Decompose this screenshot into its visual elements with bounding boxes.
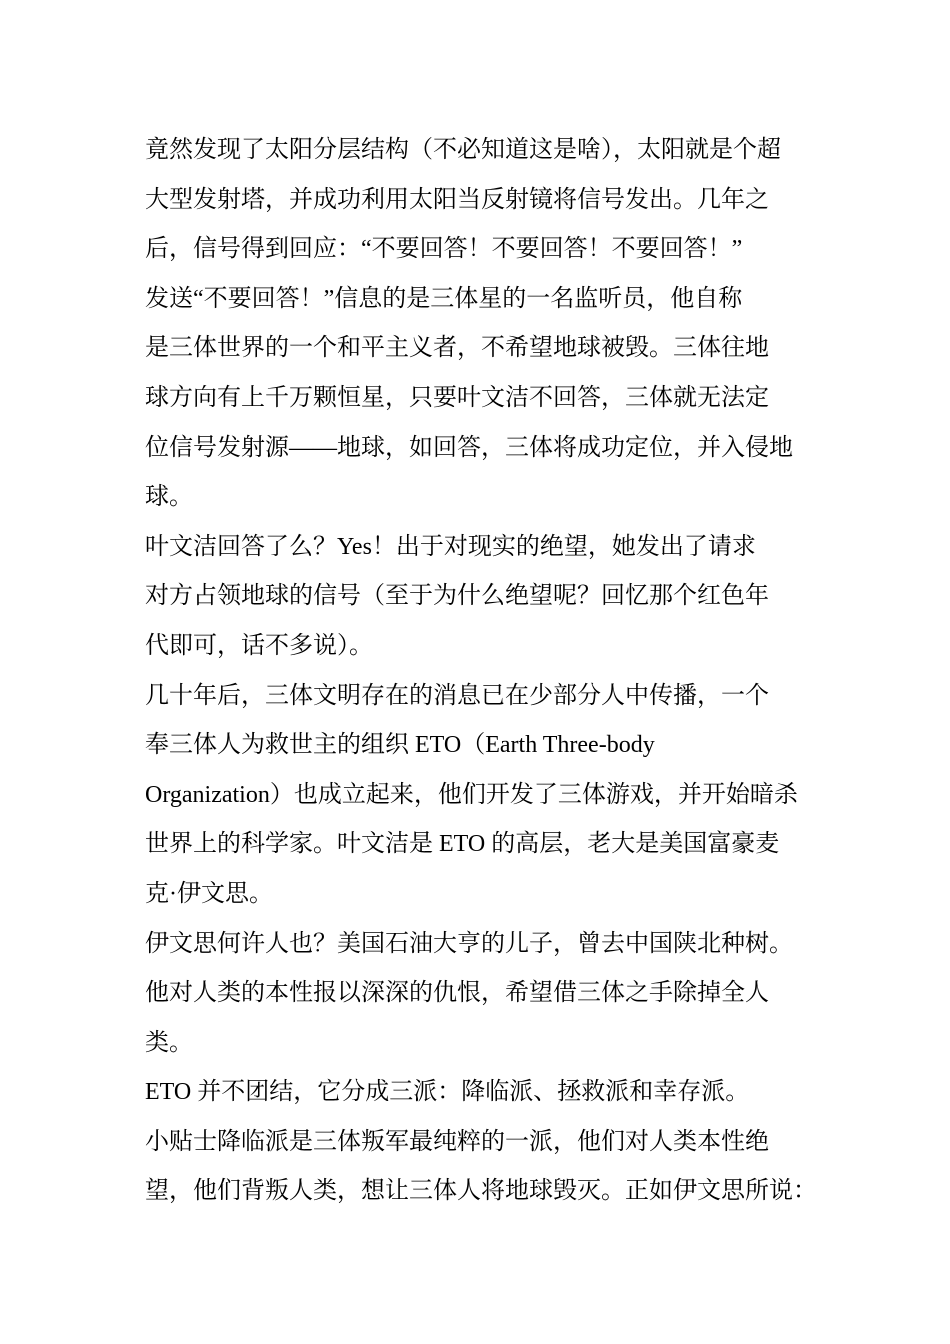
- text-line-13: 奉三体人为救世主的组织 ETO（Earth Three-body: [145, 732, 655, 759]
- text-line-21: 小贴士降临派是三体叛军最纯粹的一派，他们对人类本性绝: [145, 1128, 769, 1155]
- text-line-8: 球。: [145, 484, 193, 511]
- text-line-17: 伊文思何许人也？美国石油大亨的儿子，曾去中国陕北种树。: [145, 930, 793, 957]
- text-line-2: 大型发射塔，并成功利用太阳当反射镜将信号发出。几年之: [145, 186, 769, 213]
- text-line-15: 世界上的科学家。叶文洁是 ETO 的高层，老大是美国富豪麦: [145, 831, 780, 858]
- text-line-9: 叶文洁回答了么？Yes！出于对现实的绝望，她发出了请求: [145, 533, 756, 560]
- text-line-7: 位信号发射源——地球，如回答，三体将成功定位，并入侵地: [145, 434, 793, 461]
- text-line-19: 类。: [145, 1029, 193, 1056]
- text-line-20: ETO 并不团结，它分成三派：降临派、拯救派和幸存派。: [145, 1079, 750, 1106]
- text-line-22: 望，他们背叛人类，想让三体人将地球毁灭。正如伊文思所说：: [145, 1178, 817, 1205]
- text-line-14: Organization）也成立起来，他们开发了三体游戏，并开始暗杀: [145, 781, 798, 808]
- text-line-4: 发送“不要回答！”信息的是三体星的一名监听员，他自称: [145, 285, 743, 312]
- text-line-5: 是三体世界的一个和平主义者，不希望地球被毁。三体往地: [145, 335, 769, 362]
- text-line-16: 克·伊文思。: [145, 880, 273, 907]
- text-line-11: 代即可，话不多说）。: [145, 632, 373, 659]
- text-line-6: 球方向有上千万颗恒星，只要叶文洁不回答，三体就无法定: [145, 384, 769, 411]
- text-line-3: 后，信号得到回应：“不要回答！不要回答！不要回答！”: [145, 236, 743, 263]
- text-line-18: 他对人类的本性报以深深的仇恨，希望借三体之手除掉全人: [145, 980, 769, 1007]
- text-line-10: 对方占领地球的信号（至于为什么绝望呢？回忆那个红色年: [145, 583, 769, 610]
- text-line-1: 竟然发现了太阳分层结构（不必知道这是啥），太阳就是个超: [145, 137, 781, 163]
- text-line-12: 几十年后，三体文明存在的消息已在少部分人中传播，一个: [145, 682, 769, 709]
- body-text: [145, 126, 835, 1217]
